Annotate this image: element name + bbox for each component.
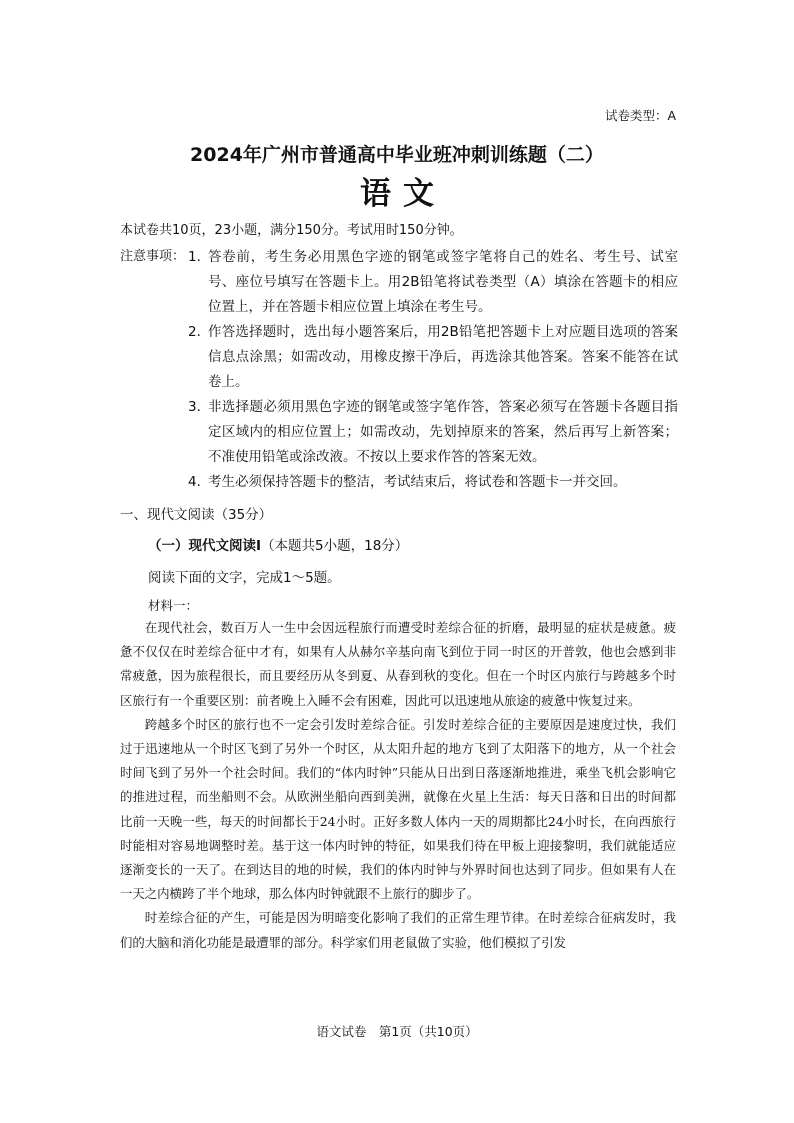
note-item — [188, 395, 678, 470]
exam-intro: 本试卷共10页，23小题，满分150分。考试用时150分钟。 — [120, 223, 463, 238]
note-number: 1． — [188, 249, 211, 265]
subsection-title: （一）现代文阅读Ⅰ — [148, 538, 262, 554]
note-text: 非选择题必须用黑色字迹的钢笔或签字笔作答，答案必须写在答题卡各题目指定区域内的相应位置上；如需改动，先划掉原来的答案，然后再写上新答案；不准使用铅笔或涂改液。不按以上要求作答的答案无效。 — [208, 399, 678, 465]
notes-list — [188, 245, 678, 495]
subsection-detail: （本题共5小题，18分） — [261, 538, 409, 554]
exam-title: 2024年广州市普通高中毕业班冲刺训练题（二） — [190, 144, 604, 166]
note-number: 3． — [188, 399, 211, 415]
subsection-heading — [148, 534, 408, 554]
note-text: 答卷前，考生务必用黑色字迹的钢笔或签字笔将自己的姓名、考生号、试室号、座位号填写在答题卡上。用2B铅笔将试卷类型（A）填涂在答题卡的相应位置上，并在答题卡相应位置上填涂在考生号。 — [208, 249, 678, 315]
reading-instruction: 阅读下面的文字，完成1～5题。 — [148, 570, 341, 586]
note-item — [188, 470, 678, 495]
paper-type-label: 试卷类型：A — [604, 108, 676, 123]
subject-title: 语文 — [360, 176, 446, 212]
passage-paragraph: 跨越多个时区的旅行也不一定会引发时差综合征。引发时差综合征的主要原因是速度过快，我们过于迅速地从一个时区飞到了另外一个时区，从太阳升起的地方飞到了太阳落下的地方，从一个社会时间飞到了另外一个社会时间。我们的“体内时钟”只能从日出到日落逐渐地推进，乘坐飞机会影响它的推进过程，而坐船则不会。从欧洲坐船向西到美洲，就像在火星上生活：每天日落和日出的时间都比前一天晚一些，每天的时间都长于24小时。正好多数人体内一天的周期都比24小时长，在向西旅行时能相对容易地调整时差。基于这一体内时钟的特征，如果我们待在甲板上迎接黎明，我们就能适应逐渐变长的一天了。在到达目的地的时候，我们的体内时钟与外界时间也达到了同步。但如果有人在一天之内横跨了半个地球，那么体内时钟就跟不上旅行的脚步了。 — [120, 716, 676, 902]
passage-paragraph: 时差综合征的产生，可能是因为明暗变化影响了我们的正常生理节律。在时差综合征病发时，我们的大脑和消化功能是最遭罪的部分。科学家们用老鼠做了实验，他们模拟了引发 — [120, 910, 676, 950]
note-number: 2． — [188, 324, 211, 340]
section-heading: 一、现代文阅读（35分） — [120, 507, 273, 523]
page-footer: 语文试卷 第1页（共10页） — [316, 1024, 478, 1039]
note-item — [188, 245, 678, 320]
notes-label: 注意事项： — [120, 249, 186, 264]
note-text: 作答选择题时，选出每小题答案后，用2B铅笔把答题卡上对应题目选项的答案信息点涂黑；如需改动，用橡皮擦干净后，再选涂其他答案。答案不能答在试卷上。 — [208, 324, 678, 390]
note-number: 4． — [188, 474, 211, 490]
passage-paragraph: 在现代社会，数百万人一生中会因远程旅行而遭受时差综合征的折磨，最明显的症状是疲惫。疲惫不仅仅在时差综合征中才有，如果有人从赫尔辛基向南飞到位于同一时区的开普敦，他也会感到非常疲惫，因为旅程很长，而且要经历从冬到夏、从春到秋的变化。但在一个时区内旅行与跨越多个时区旅行有一个重要区别：前者晚上入睡不会有困难，因此可以迅速地从旅途的疲惫中恢复过来。 — [120, 620, 676, 708]
note-item — [188, 320, 678, 395]
note-text: 考生必须保持答题卡的整洁，考试结束后，将试卷和答题卡一并交回。 — [208, 474, 627, 490]
material-label: 材料一： — [148, 598, 199, 613]
reading-passage — [120, 616, 676, 955]
